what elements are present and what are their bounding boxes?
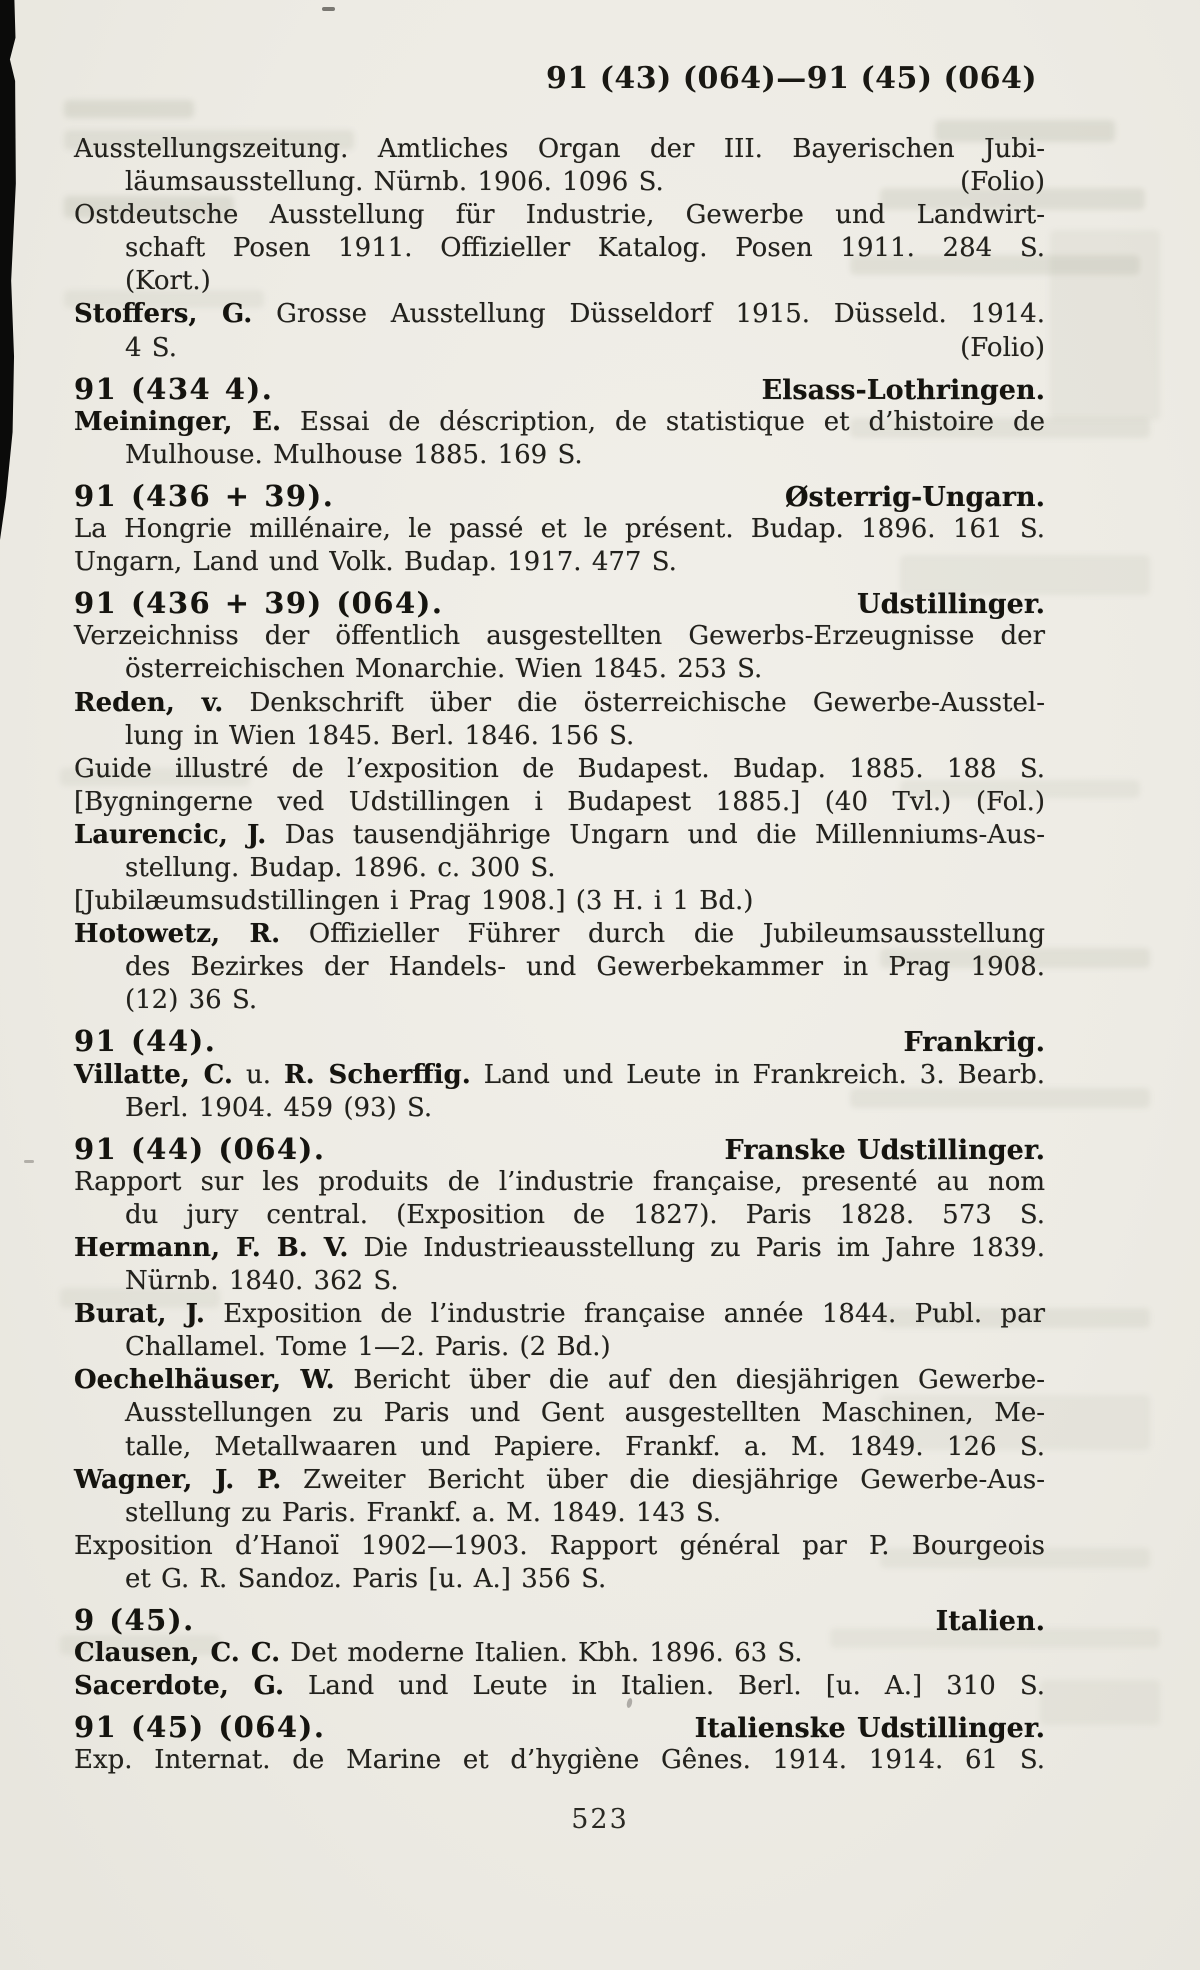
section-heading <box>74 1025 1045 1058</box>
scan-edge-artifact <box>0 0 18 540</box>
entry-text: [Bygningerne ved Udstillingen i Budapest 1885.] (40 Tvl.) (Fol.) <box>74 786 1045 817</box>
entry-text: Berl. 1904. 459 (93) S. <box>125 1092 433 1123</box>
entry-line <box>74 1530 1045 1563</box>
format-note: (Folio) <box>960 167 1045 198</box>
entry-text: u. <box>232 1059 285 1090</box>
entry-line <box>74 1364 1045 1397</box>
entry-text: Exposition d’Hanoï 1902—1903. Rapport général par P. Bourgeois <box>74 1530 1045 1561</box>
entry-text: Rapport sur les produits de l’industrie française, presenté au nom <box>74 1166 1045 1197</box>
country-label: Udstillinger. <box>857 589 1045 621</box>
entry-line <box>74 620 1045 653</box>
entry-text: Die Industrieausstellung zu Paris im Jahre 1839. <box>348 1233 1045 1263</box>
entry-text: Land und Leute in Frankreich. 3. Bearb. <box>470 1059 1045 1090</box>
entry-text: [Jubilæumsudstillingen i Prag 1908.] (3 H. i 1 Bd.) <box>74 886 754 917</box>
entry-line <box>74 166 1045 199</box>
entry-line <box>74 984 1045 1017</box>
section-heading <box>74 1133 1045 1166</box>
class-number: 91 (436 + 39). <box>74 478 335 513</box>
entry-line <box>74 1265 1045 1298</box>
entry-line <box>74 852 1045 885</box>
entry-line <box>74 1744 1045 1777</box>
entry-line <box>74 885 1045 918</box>
entry-line <box>74 951 1045 984</box>
section-heading <box>74 480 1045 513</box>
entry-line <box>74 332 1045 365</box>
author-name: Sacerdote, G. <box>74 1671 284 1702</box>
text-column <box>74 133 1045 1778</box>
entry-line <box>74 1637 1045 1670</box>
entry-text: Ausstellungen zu Paris und Gent ausgestellten Maschinen, Me- <box>125 1398 1045 1429</box>
country-label: Frankrig. <box>903 1027 1045 1059</box>
country-label: Italien. <box>935 1606 1045 1638</box>
entry-line <box>74 918 1045 951</box>
entry-text: Land und Leute in Italien. Berl. [u. A.] 310 S. <box>284 1671 1046 1702</box>
entry-text: Ungarn, Land und Volk. Budap. 1917. 477 S. <box>74 547 677 578</box>
entry-text: des Bezirkes der Handels- und Gewerbekammer in Prag 1908. <box>125 952 1045 983</box>
entry-line <box>74 232 1045 265</box>
author-name: Oechelhäuser, W. <box>74 1365 335 1396</box>
entry-line <box>74 1464 1045 1497</box>
entry-text: (Kort.) <box>125 266 211 297</box>
entry-text: Mulhouse. Mulhouse 1885. 169 S. <box>125 439 583 470</box>
bleed-through-smudge <box>64 100 194 118</box>
entry-text: Das tausendjährige Ungarn und die Millenniums-Aus- <box>266 819 1045 850</box>
ink-speck <box>322 7 335 11</box>
ink-speck <box>24 1160 34 1163</box>
country-label: Østerrig-Ungarn. <box>785 481 1045 513</box>
country-label: Elsass-Lothringen. <box>761 374 1045 406</box>
entry-text: Challamel. Tome 1—2. Paris. (2 Bd.) <box>125 1332 611 1363</box>
author-name: Hermann, F. B. V. <box>74 1233 349 1263</box>
entry-text: schaft Posen 1911. Offizieller Katalog. Posen 1911. 284 S. <box>125 233 1045 264</box>
author-name: Laurencic, J. <box>74 819 267 850</box>
section-heading <box>74 1711 1045 1744</box>
entry-line <box>74 1397 1045 1430</box>
class-number: 91 (44) (064). <box>74 1131 326 1166</box>
author-name: R. Scherffig. <box>284 1059 471 1090</box>
entry-line <box>74 298 1045 331</box>
entry-line <box>74 819 1045 852</box>
entry-line <box>74 720 1045 753</box>
entry-text: Bericht über die auf den diesjährigen Gewerbe- <box>334 1365 1045 1396</box>
entry-text: Essai de déscription, de statistique et d’histoire de <box>281 406 1045 437</box>
entry-text: Exposition de l’industrie française année 1844. Publ. par <box>204 1299 1046 1330</box>
entry-text: läumsausstellung. Nürnb. 1906. 1096 S. <box>125 167 664 198</box>
entry-text: Nürnb. 1840. 362 S. <box>125 1266 399 1297</box>
author-name: Stoffers, G. <box>74 299 253 330</box>
entry-line <box>74 513 1045 546</box>
entry-line <box>74 265 1045 298</box>
entry-line <box>74 1166 1045 1199</box>
country-label: Italienske Udstillinger. <box>694 1713 1045 1745</box>
format-note: (Folio) <box>960 332 1045 363</box>
entry-line <box>74 1670 1045 1703</box>
author-name: Hotowetz, R. <box>74 919 281 950</box>
entry-text: stellung zu Paris. Frankf. a. M. 1849. 143 S. <box>125 1497 721 1528</box>
entry-text: La Hongrie millénaire, le passé et le présent. Budap. 1896. 161 S. <box>74 514 1045 545</box>
entry-line <box>74 1497 1045 1530</box>
author-name: Clausen, C. C. <box>74 1638 281 1669</box>
class-number: 9 (45). <box>74 1603 195 1638</box>
bleed-through-smudge <box>1040 1680 1160 1725</box>
class-number: 91 (45) (064). <box>74 1710 326 1745</box>
entry-line <box>74 133 1045 166</box>
entry-text: Ostdeutsche Ausstellung für Industrie, Gewerbe und Landwirt- <box>74 200 1045 231</box>
entry-line <box>74 687 1045 720</box>
entry-text: Denkschrift über die österreichische Gewerbe-Ausstel- <box>223 687 1046 718</box>
entry-line <box>74 199 1045 232</box>
author-name: Meininger, E. <box>74 406 282 437</box>
entry-line <box>74 1431 1045 1464</box>
entry-line <box>74 1059 1045 1092</box>
entry-text: 4 S. <box>125 332 177 363</box>
class-number: 91 (436 + 39) (064). <box>74 586 444 621</box>
entry-line <box>74 439 1045 472</box>
entry-line <box>74 1331 1045 1364</box>
entry-line <box>74 1199 1045 1232</box>
entry-line <box>74 1563 1045 1596</box>
entry-text: Grosse Ausstellung Düsseldorf 1915. Düsseld. 1914. <box>252 299 1045 330</box>
entry-text: Exp. Internat. de Marine et d’hygiène Gênes. 1914. 1914. 61 S. <box>74 1745 1045 1776</box>
entry-text: Guide illustré de l’exposition de Budapest. Budap. 1885. 188 S. <box>74 753 1045 784</box>
entry-line <box>74 406 1045 439</box>
entry-line <box>74 546 1045 579</box>
class-number: 91 (434 4). <box>74 371 274 406</box>
entry-text: Offizieller Führer durch die Jubileumsausstellung <box>280 919 1045 950</box>
author-name: Reden, v. <box>74 687 224 718</box>
entry-line <box>74 1232 1045 1265</box>
page-number: 523 <box>571 1804 629 1835</box>
entry-line <box>74 653 1045 686</box>
entry-line <box>74 1092 1045 1125</box>
running-header: 91 (43) (064)—91 (45) (064) <box>546 61 1038 96</box>
entry-text: österreichischen Monarchie. Wien 1845. 253 S. <box>125 654 763 685</box>
entry-text: talle, Metallwaaren und Papiere. Frankf. a. M. 1849. 126 S. <box>125 1431 1045 1462</box>
entry-text: et G. R. Sandoz. Paris [u. A.] 356 S. <box>125 1563 607 1594</box>
entry-text: Zweiter Bericht über die diesjährige Gewerbe-Aus- <box>281 1464 1045 1495</box>
entry-line <box>74 786 1045 819</box>
entry-text: Verzeichniss der öffentlich ausgestellten Gewerbs-Erzeugnisse der <box>74 621 1045 652</box>
section-heading <box>74 587 1045 620</box>
class-number: 91 (44). <box>74 1024 217 1059</box>
entry-text: lung in Wien 1845. Berl. 1846. 156 S. <box>125 720 635 751</box>
entry-text: stellung. Budap. 1896. c. 300 S. <box>125 852 556 883</box>
country-label: Franske Udstillinger. <box>724 1134 1045 1166</box>
section-heading <box>74 373 1045 406</box>
entry-text: Ausstellungszeitung. Amtliches Organ der III. Bayerischen Jubi- <box>74 134 1045 164</box>
entry-line <box>74 1298 1045 1331</box>
entry-text: du jury central. (Exposition de 1827). Paris 1828. 573 S. <box>125 1199 1045 1230</box>
bleed-through-smudge <box>1050 230 1160 420</box>
section-heading <box>74 1604 1045 1637</box>
author-name: Burat, J. <box>74 1299 205 1330</box>
author-name: Wagner, J. P. <box>74 1464 282 1495</box>
entry-line <box>74 753 1045 786</box>
author-name: Villatte, C. <box>74 1059 233 1090</box>
entry-text: Det moderne Italien. Kbh. 1896. 63 S. <box>280 1638 803 1669</box>
entry-text: (12) 36 S. <box>125 985 258 1016</box>
